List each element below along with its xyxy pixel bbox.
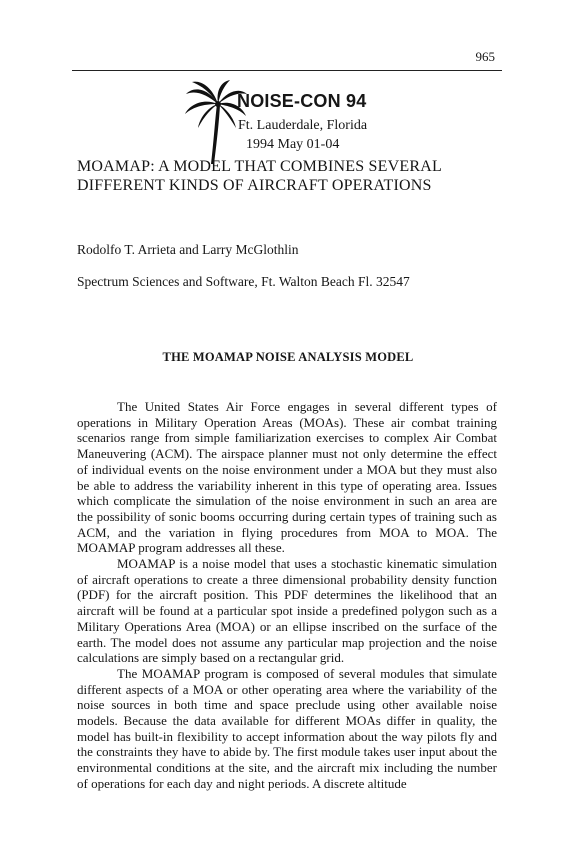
paper-title-line: DIFFERENT KINDS OF AIRCRAFT OPERATIONS <box>77 177 432 194</box>
page-number: 965 <box>475 49 495 64</box>
body-text <box>77 399 497 792</box>
paragraph: The United States Air Force engages in several different types of operations in Military Operation Areas (MOAs). These air combat training scenarios range from simple familiarization exercises to complex Air Combat Maneuvering (ACM). The airspace planner must not only determine the effect of individual events on the noise environment under a MOA but they must also be able to address the variability inherent in this type of operating area. Issues which complicate the simulation of the noise environment in such an area are the possibility of sonic booms occurring during certain types of training such as ACM, and the variation in flying procedures from MOA to MOA. The MOAMAP program addresses all these. <box>77 399 497 556</box>
conference-date: 1994 May 01-04 <box>246 137 340 152</box>
conference-name: NOISE-CON 94 <box>237 91 367 111</box>
header-rule <box>72 70 502 71</box>
conference-location: Ft. Lauderdale, Florida <box>238 118 368 133</box>
authors: Rodolfo T. Arrieta and Larry McGlothlin <box>77 242 299 257</box>
section-heading: THE MOAMAP NOISE ANALYSIS MODEL <box>162 350 414 364</box>
affiliation: Spectrum Sciences and Software, Ft. Walton Beach Fl. 32547 <box>77 274 410 289</box>
paragraph: MOAMAP is a noise model that uses a stochastic kinematic simulation of aircraft operations to create a three dimensional probability density function (PDF) for the aircraft position. This PDF determines the likelihood that an aircraft will be found at a particular spot inside a predefined polygon such as a Military Operations Area (MOA) or an ellipse inscribed on the surface of the earth. The model does not assume any particular map projection and the noise calculations are simply based on a rectangular grid. <box>77 556 497 666</box>
paper-title <box>77 157 517 195</box>
paper-title-line: MOAMAP: A MODEL THAT COMBINES SEVERAL <box>77 158 442 175</box>
paragraph: The MOAMAP program is composed of several modules that simulate different aspects of a MOA or other operating area where the variability of the noise sources in both time and space preclude using other available noise models. Because the data available for different MOAs differ in quality, the model has built-in flexibility to accept information about the way pilots fly and the constraints they have to abide by. The first module takes user input about the environmental conditions at the site, and the aircraft mix including the number of operations for each day and night periods. A discrete altitude <box>77 665 497 791</box>
